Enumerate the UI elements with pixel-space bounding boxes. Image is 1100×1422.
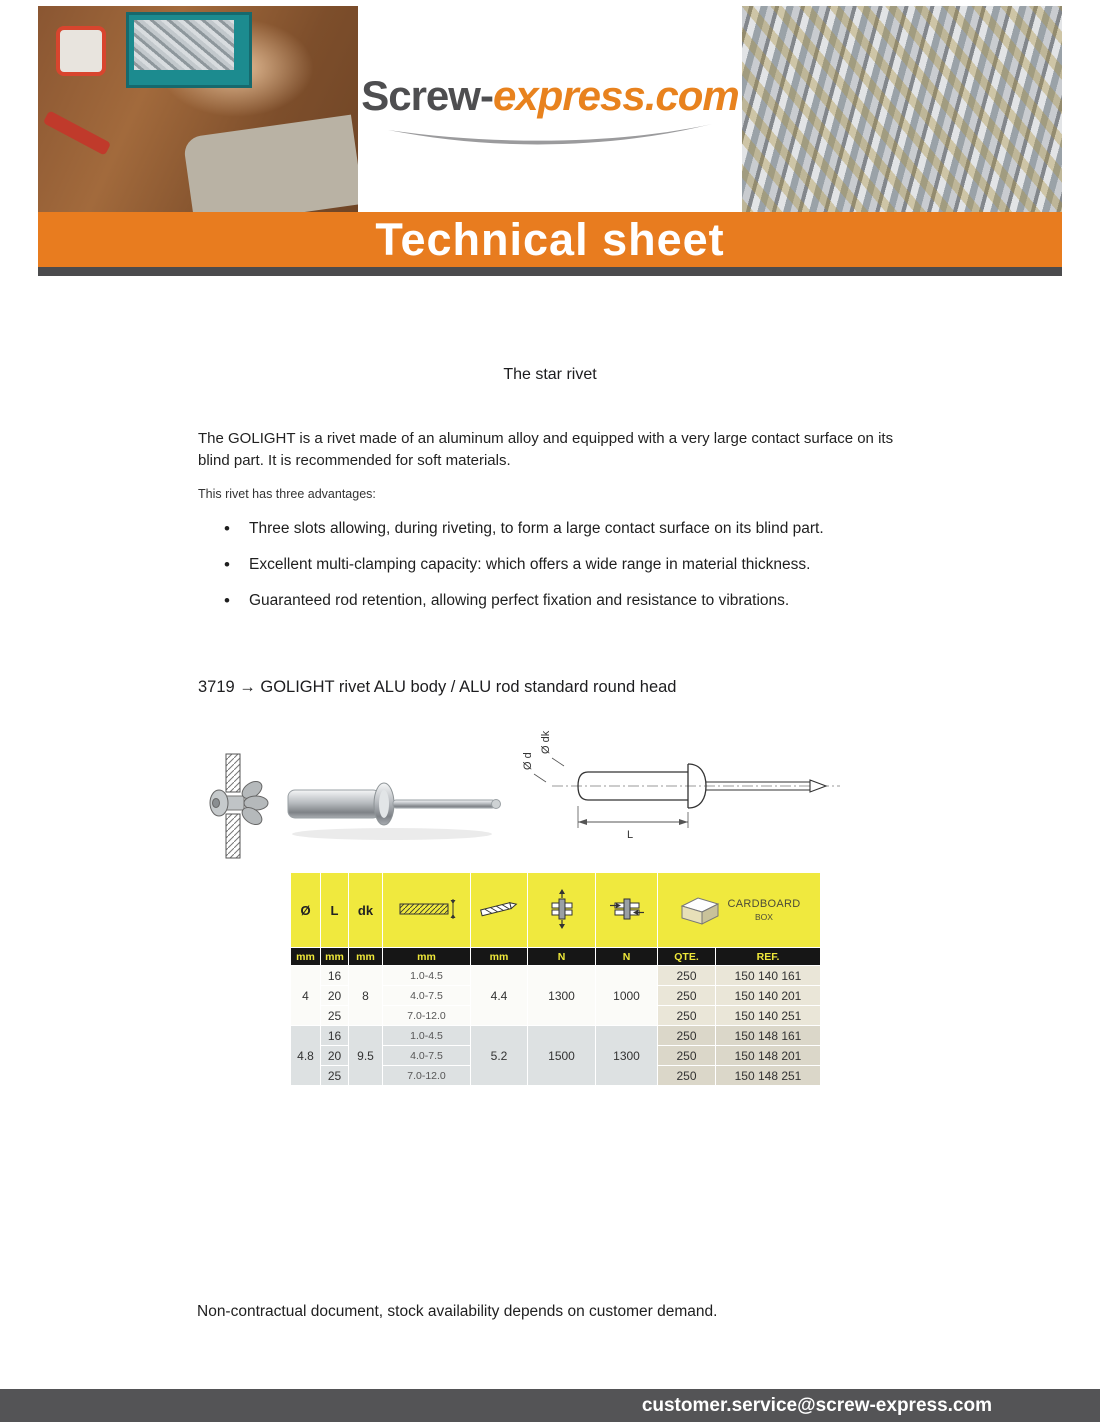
tensile-strength-icon — [548, 889, 576, 929]
box-label: BOX — [755, 912, 773, 922]
brand-logo — [358, 72, 742, 120]
logo-text-secondary: express.com — [492, 72, 739, 119]
unit-drill: mm — [471, 948, 528, 966]
rivet-technical-drawing — [518, 714, 848, 859]
spec-row — [291, 966, 821, 986]
installed-rivet-section-illustration — [180, 752, 280, 860]
col-header-shear — [596, 873, 658, 948]
cell-shear-strength: 1300 — [596, 1026, 658, 1086]
length-label: L — [626, 829, 634, 841]
arm-shape — [183, 115, 358, 212]
cell-grip-range: 7.0-12.0 — [383, 1066, 471, 1086]
grip-range-icon — [395, 898, 459, 920]
screwdriver-shape — [43, 110, 111, 155]
unit-ref: REF. — [716, 948, 821, 966]
product-reference-line: 3719 → GOLIGHT rivet ALU body / ALU rod standard round head — [198, 678, 677, 696]
unit-tensile: N — [528, 948, 596, 966]
col-header-head-diameter: dk — [349, 873, 383, 948]
disclaimer-note: Non-contractual document, stock availability depends on customer demand. — [197, 1303, 718, 1320]
spec-units-row — [291, 948, 821, 966]
unit-length: mm — [321, 948, 349, 966]
cell-reference: 150 148 251 — [716, 1066, 821, 1086]
cell-quantity: 250 — [658, 1026, 716, 1046]
cardboard-label: CARDBOARD — [727, 898, 801, 910]
screws-photo — [742, 6, 1062, 212]
cell-reference: 150 140 161 — [716, 966, 821, 986]
cell-tensile-strength: 1300 — [528, 966, 596, 1026]
cell-reference: 150 148 201 — [716, 1046, 821, 1066]
cell-grip-range: 1.0-4.5 — [383, 966, 471, 986]
cell-length: 16 — [321, 1026, 349, 1046]
cell-quantity: 250 — [658, 1046, 716, 1066]
screw-pile-shape — [134, 20, 234, 70]
banner-title: Technical sheet — [38, 212, 1062, 267]
cell-grip-range: 1.0-4.5 — [383, 1026, 471, 1046]
cell-length: 20 — [321, 986, 349, 1006]
cell-quantity: 250 — [658, 986, 716, 1006]
advantage-item: • Excellent multi-clamping capacity: which offers a wide range in material thickness. — [222, 556, 912, 574]
intro-paragraph: The GOLIGHT is a rivet made of an aluminum alloy and equipped with a very large contact surface on its blind part. It is recommended for soft materials. — [198, 430, 894, 469]
cell-length: 20 — [321, 1046, 349, 1066]
advantages-intro: This rivet has three advantages: — [198, 487, 376, 501]
logo-zone — [358, 6, 742, 212]
head-diameter-label: Ø dk — [540, 730, 552, 754]
packaging-label — [728, 898, 801, 922]
cell-drill-diameter: 5.2 — [471, 1026, 528, 1086]
cell-tensile-strength: 1500 — [528, 1026, 596, 1086]
col-header-packaging — [658, 873, 821, 948]
page-title: The star rivet — [503, 366, 597, 383]
cardboard-box-icon — [678, 894, 720, 926]
drill-bit-icon — [476, 898, 522, 920]
shear-strength-icon — [609, 892, 645, 926]
cell-length: 25 — [321, 1066, 349, 1086]
cell-shear-strength: 1000 — [596, 966, 658, 1026]
body-diameter-label: Ø d — [522, 752, 534, 770]
col-header-grip — [383, 873, 471, 948]
col-header-length: L — [321, 873, 349, 948]
cell-diameter: 4.8 — [291, 1026, 321, 1086]
cell-grip-range: 4.0-7.5 — [383, 986, 471, 1006]
logo-text-primary: Screw- — [361, 72, 493, 119]
unit-grip: mm — [383, 948, 471, 966]
header — [38, 6, 1062, 212]
unit-shear: N — [596, 948, 658, 966]
logo-swoosh — [358, 120, 742, 153]
footer-bar — [0, 1389, 1100, 1422]
advantages-list — [222, 520, 912, 628]
tape-measure-shape — [56, 26, 106, 76]
rivet-figures — [168, 712, 868, 870]
cell-reference: 150 140 251 — [716, 1006, 821, 1026]
cell-quantity: 250 — [658, 966, 716, 986]
cell-grip-range: 7.0-12.0 — [383, 1006, 471, 1026]
cell-quantity: 250 — [658, 1006, 716, 1026]
swoosh-icon — [380, 120, 720, 148]
rivet-photo-illustration — [280, 764, 510, 848]
cell-quantity: 250 — [658, 1066, 716, 1086]
contact-email[interactable]: customer.service@screw-express.com — [641, 1395, 992, 1416]
cell-drill-diameter: 4.4 — [471, 966, 528, 1026]
spec-row — [291, 1026, 821, 1046]
cell-reference: 150 148 161 — [716, 1026, 821, 1046]
cell-length: 25 — [321, 1006, 349, 1026]
spec-table — [290, 872, 821, 1086]
workbench-photo — [38, 6, 358, 212]
advantage-item: • Three slots allowing, during riveting, to form a large contact surface on its blind part. — [222, 520, 912, 538]
advantage-item: • Guaranteed rod retention, allowing perfect fixation and resistance to vibrations. — [222, 592, 912, 610]
cell-diameter: 4 — [291, 966, 321, 1026]
banner-underline — [38, 267, 1062, 276]
packaging-header — [658, 894, 820, 926]
unit-head: mm — [349, 948, 383, 966]
cell-head-diameter: 8 — [349, 966, 383, 1026]
cell-grip-range: 4.0-7.5 — [383, 1046, 471, 1066]
unit-diameter: mm — [291, 948, 321, 966]
col-header-drill — [471, 873, 528, 948]
cell-head-diameter: 9.5 — [349, 1026, 383, 1086]
cell-reference: 150 140 201 — [716, 986, 821, 1006]
col-header-diameter: Ø — [291, 873, 321, 948]
spec-table-body — [291, 966, 821, 1086]
col-header-tensile — [528, 873, 596, 948]
spec-header-row — [291, 873, 821, 948]
unit-qty: QTE. — [658, 948, 716, 966]
cell-length: 16 — [321, 966, 349, 986]
